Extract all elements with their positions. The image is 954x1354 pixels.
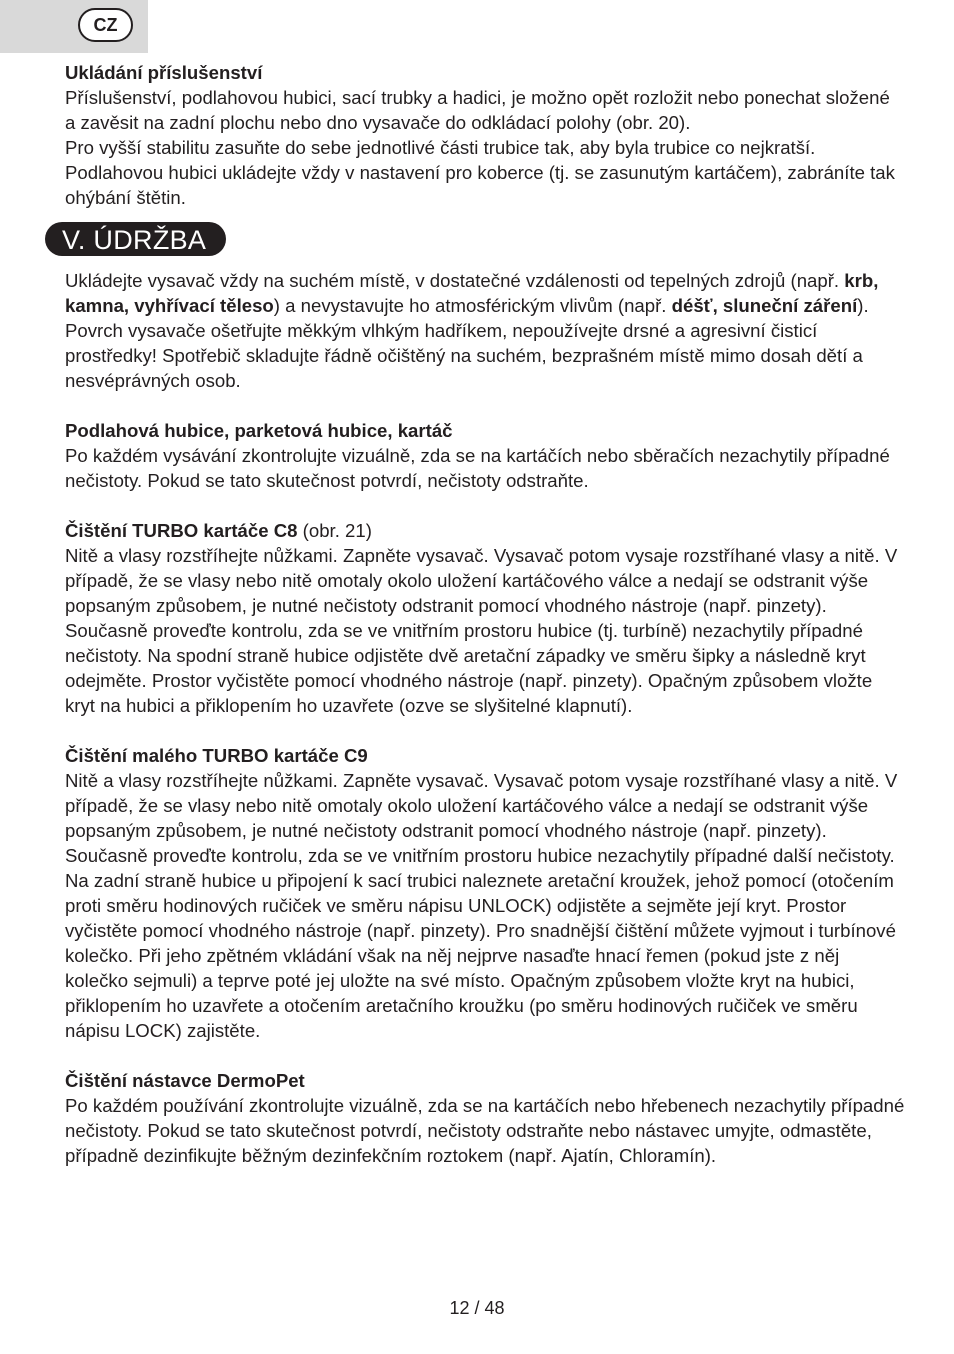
storage-paragraph-1: Příslušenství, podlahovou hubici, sací trubky a hadici, je možno opět rozložit nebo ponechat složené a zavěsit na zadní plochu nebo dno vysavače do odkládací polohy (obr. 20). <box>65 87 890 133</box>
floor-nozzle-text: Po každém vysávání zkontrolujte vizuálně, zda se na kartáčích nebo sběračích nezachytily případné nečistoty. Pokud se tato skutečnost potvrdí, nečistoty odstraňte. <box>65 445 890 491</box>
turbo-c8-text: Nitě a vlasy rozstříhejte nůžkami. Zapněte vysavač. Vysavač potom vysaje rozstříhané vlasy a nitě. V případě, že se vlasy nebo nitě omotaly okolo uložení kartáčového válce a nedají se odstranit výše popsaným způsobem, je nutné nečistoty odstranit pomocí vhodného nástroje (např. pinzety). Současně proveďte kontrolu, zda se ve vnitřním prostoru hubice (tj. turbíně) nezachytily případné nečistoty. Na spodní straně hubice odjistěte dvě aretační západky ve směru šipky a následně kryt odejměte. Prostor vyčistěte pomocí vhodného nástroje (např. pinzety). Opačným způsobem vložte kryt na hubici a přiklopením ho uzavřete (ozve se slyšitelné klapnutí). <box>65 545 898 716</box>
dermopet-heading: Čištění nástavce DermoPet <box>65 1070 305 1091</box>
page-content <box>62 60 905 1168</box>
floor-nozzle-heading: Podlahová hubice, parketová hubice, kartáč <box>65 420 453 441</box>
turbo-c9-text: Nitě a vlasy rozstříhejte nůžkami. Zapněte vysavač. Vysavač potom vysaje rozstříhané vlasy a nitě. V případě, že se vlasy nebo nitě omotaly okolo uložení kartáčového válce a nedají se odstranit výše popsaným způsobem, je nutné nečistoty odstranit pomocí vhodného nástroje (např. pinzety). Současně proveďte kontrolu, zda se ve vnitřním prostoru hubice nezachytily případné další nečistoty. Na zadní straně hubice u připojení k sací trubici naleznete aretační kroužek, jehož pomocí (otočením proti směru hodinových ručiček ve směru nápisu UNLOCK) odjistěte a sejměte její kryt. Prostor vyčistěte pomocí vhodného nástroje (např. pinzety). Pro snadnější čištění můžete vyjmout i turbínové kolečko. Při jeho zpětném vkládání však na něj nejprve nasaďte hnací řemen (pokud jste z něj kolečko sejmuli) a teprve poté jej uložte na své místo. Opačným způsobem vložte kryt na hubici, přiklopením ho uzavřete a otočením aretačního kroužku (po směru hodinových ručiček ve směru nápisu LOCK) zajistěte. <box>65 770 898 1041</box>
storage-paragraph-3: Podlahovou hubici ukládejte vždy v nastavení pro koberce (tj. se zasunutým kartáčem), zabráníte tak ohýbání štětin. <box>65 162 895 208</box>
storage-paragraph-2: Pro vyšší stabilitu zasuňte do sebe jednotlivé části trubice tak, aby byla trubice co nejkratší. <box>65 137 816 158</box>
heat-sources-emphasis: krb, kamna, vyhřívací těleso <box>65 270 879 316</box>
turbo-c9-heading: Čištění malého TURBO kartáče C9 <box>65 745 368 766</box>
language-badge: CZ <box>78 8 133 42</box>
language-tab <box>0 0 148 53</box>
weather-emphasis: déšť, sluneční záření <box>671 295 858 316</box>
maintenance-section-title: V. ÚDRŽBA <box>45 222 226 256</box>
storage-heading: Ukládání příslušenství <box>65 62 263 83</box>
maintenance-intro: Ukládejte vysavač vždy na suchém místě, v dostatečné vzdálenosti od tepelných zdrojů (např. krb, kamna, vyhřívací těleso) a nevystavujte ho atmosférickým vlivům (např. déšť, sluneční záření). Povrch vysavače ošetřujte měkkým vlhkým hadříkem, nepoužívejte drsné a agresivní čisticí prostředky! Spotřebič skladujte řádně očištěný na suchém, bezprašném místě mimo dosah dětí a nesvéprávných osob. <box>65 270 879 391</box>
turbo-c8-heading: Čištění TURBO kartáče C8 (obr. 21) <box>65 520 372 541</box>
page-number: 12 / 48 <box>449 1298 505 1318</box>
dermopet-text: Po každém používání zkontrolujte vizuálně, zda se na kartáčích nebo hřebenech nezachytily případné nečistoty. Pokud se tato skutečnost potvrdí, nečistoty odstraňte nebo nástavec umyjte, odmastěte, případně dezinfikujte běžným dezinfekčním roztokem (např. Ajatín, Chloramín). <box>65 1095 905 1166</box>
